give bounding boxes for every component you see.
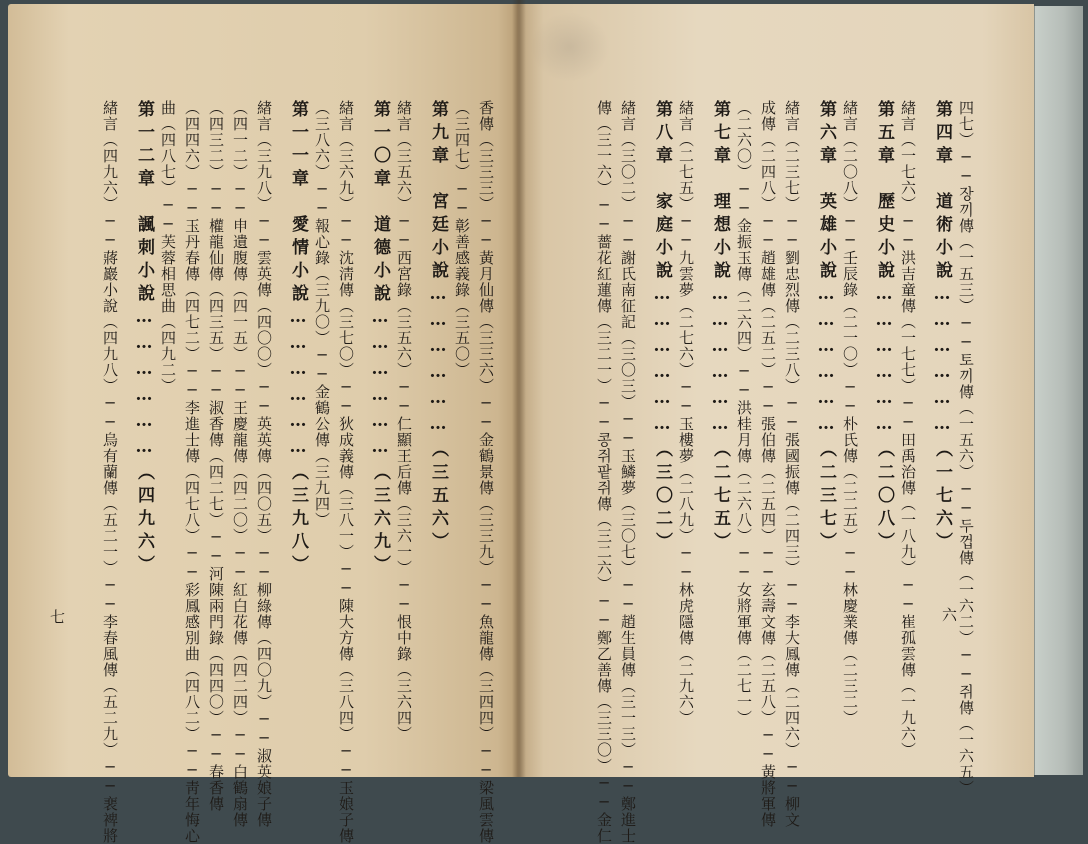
- chapter-12-heading: 第一二章 諷刺小說………………（四九六）: [134, 100, 154, 578]
- chapter-8-entries-4: （三四七）──彰善感義錄（三五〇）: [453, 100, 471, 378]
- chapter-11-entries-5: 曲（四八七）──芙蓉相思曲（四九二）: [159, 100, 177, 394]
- chapter-6-entries-3: （二六〇）──金振玉傳（二六四）──洪桂月傳（二六八）──女將軍傳（二七一）: [735, 100, 753, 726]
- chapter-11-entries-2: （四一二）──申遺腹傳（四一五）──王慶龍傳（四二〇）──紅白花傳（四二四）──白鶴扇傳: [231, 100, 249, 828]
- page-number-left: 七: [50, 608, 66, 626]
- chapter-8-entries-3: 香傳（三三三）──黃月仙傳（三三六）──金鶴景傳（三三九）──魚龍傳（三四四）──梁風雲傳: [477, 100, 495, 844]
- chapter-11-entries-4: （四四六）──玉丹春傳（四七二）──李進士傳（四七八）──彩鳳感別曲（四八二）──靑年悔心: [183, 100, 201, 844]
- chapter-9-entries: 緖言（三五六）──西宮錄（三五六）──仁顯王后傳（三六一）──恨中錄（三六四）: [395, 100, 413, 742]
- chapter-8-entries-1: 緖言（三〇二）──謝氏南征記（三〇三）──玉鱗夢（三〇七）──趙生員傳（三一三）──鄭進士: [619, 100, 637, 844]
- right-page-columns: [592, 100, 978, 844]
- book-spine: [512, 0, 526, 777]
- chapter-9-heading: 第九章 宮廷小說………………（三五六）: [428, 100, 448, 555]
- chapter-5-entries: 緖言（二〇八）──壬辰錄（二一〇）──朴氏傳（二二五）──林慶業傳（二三二）: [841, 100, 859, 726]
- chapter-11-heading: 第一一章 愛情小說………………（三九八）: [288, 100, 308, 578]
- chapter-5-heading: 第五章 歷史小說………………（二〇八）: [874, 100, 894, 555]
- chapter-10-heading: 第一〇章 道德小說………………（三六九）: [370, 100, 390, 578]
- left-page-columns: [98, 100, 498, 844]
- book-edge: [1034, 6, 1083, 775]
- chapter-6-entries-2: 成傳（二四八）──趙雄傳（二五二）──張伯傳（二五四）──玄壽文傳（二五八）──黃將軍傳: [759, 100, 777, 828]
- chapter-4-entries: 緖言（一七六）──洪吉童傳（一七七）──田禹治傳（一八九）──崔孤雲傳（一九六）: [899, 100, 917, 758]
- chapter-10-entries-2: （三八六）──報心錄（三九〇）──金鶴公傳（三九四）: [313, 100, 331, 528]
- chapter-8-entries-2: 傳（三一六）──薔花紅蓮傳（三二一）──콩쥐팥쥐傳（三二六）──鄭乙善傳（三三〇）──金仁: [595, 100, 613, 844]
- chapter-7-heading: 第七章 理想小說………………（二七五）: [710, 100, 730, 555]
- chapter-8-heading: 第八章 家庭小說………………（三〇二）: [652, 100, 672, 555]
- chapter-4-heading: 第四章 道術小說………………（一七六）: [932, 100, 952, 555]
- page-number-right: 六: [942, 606, 958, 624]
- chapter-10-entries-1: 緖言（三六九）──沈淸傳（三七〇）──狄成義傳（三八一）──陳大方傳（三八四）──玉娘子傳: [337, 100, 355, 844]
- chapter-7-entries: 緖言（二七五）──九雲夢（二七六）──玉樓夢（二八九）──林虎隱傳（二九六）: [677, 100, 695, 726]
- toc-entry-continued: 四七）──장끼傳（一五三）──토끼傳（一五六）──두껍傳（一六二）──쥐傳（一六五）: [957, 100, 975, 796]
- chapter-6-heading: 第六章 英雄小說………………（二三七）: [816, 100, 836, 555]
- faded-stamp: [530, 12, 610, 82]
- chapter-12-entries: 緖言（四九六）──蔣巖小說（四九八）──烏有蘭傳（五二一）──李春風傳（五二九）──裵裨將: [101, 100, 119, 844]
- chapter-6-entries-1: 緖言（二三七）──劉忠烈傳（二三八）──張國振傳（二四三）──李大鳳傳（二四六）──柳文: [783, 100, 801, 828]
- chapter-11-entries-1: 緖言（三九八）──雲英傳（四〇〇）──英英傳（四〇五）──柳綠傳（四〇九）──淑英娘子傳: [255, 100, 273, 828]
- chapter-11-entries-3: （四三二）──權龍仙傳（四三五）──淑香傳（四二七）──河陳兩門錄（四四〇）──春香傳: [207, 100, 225, 812]
